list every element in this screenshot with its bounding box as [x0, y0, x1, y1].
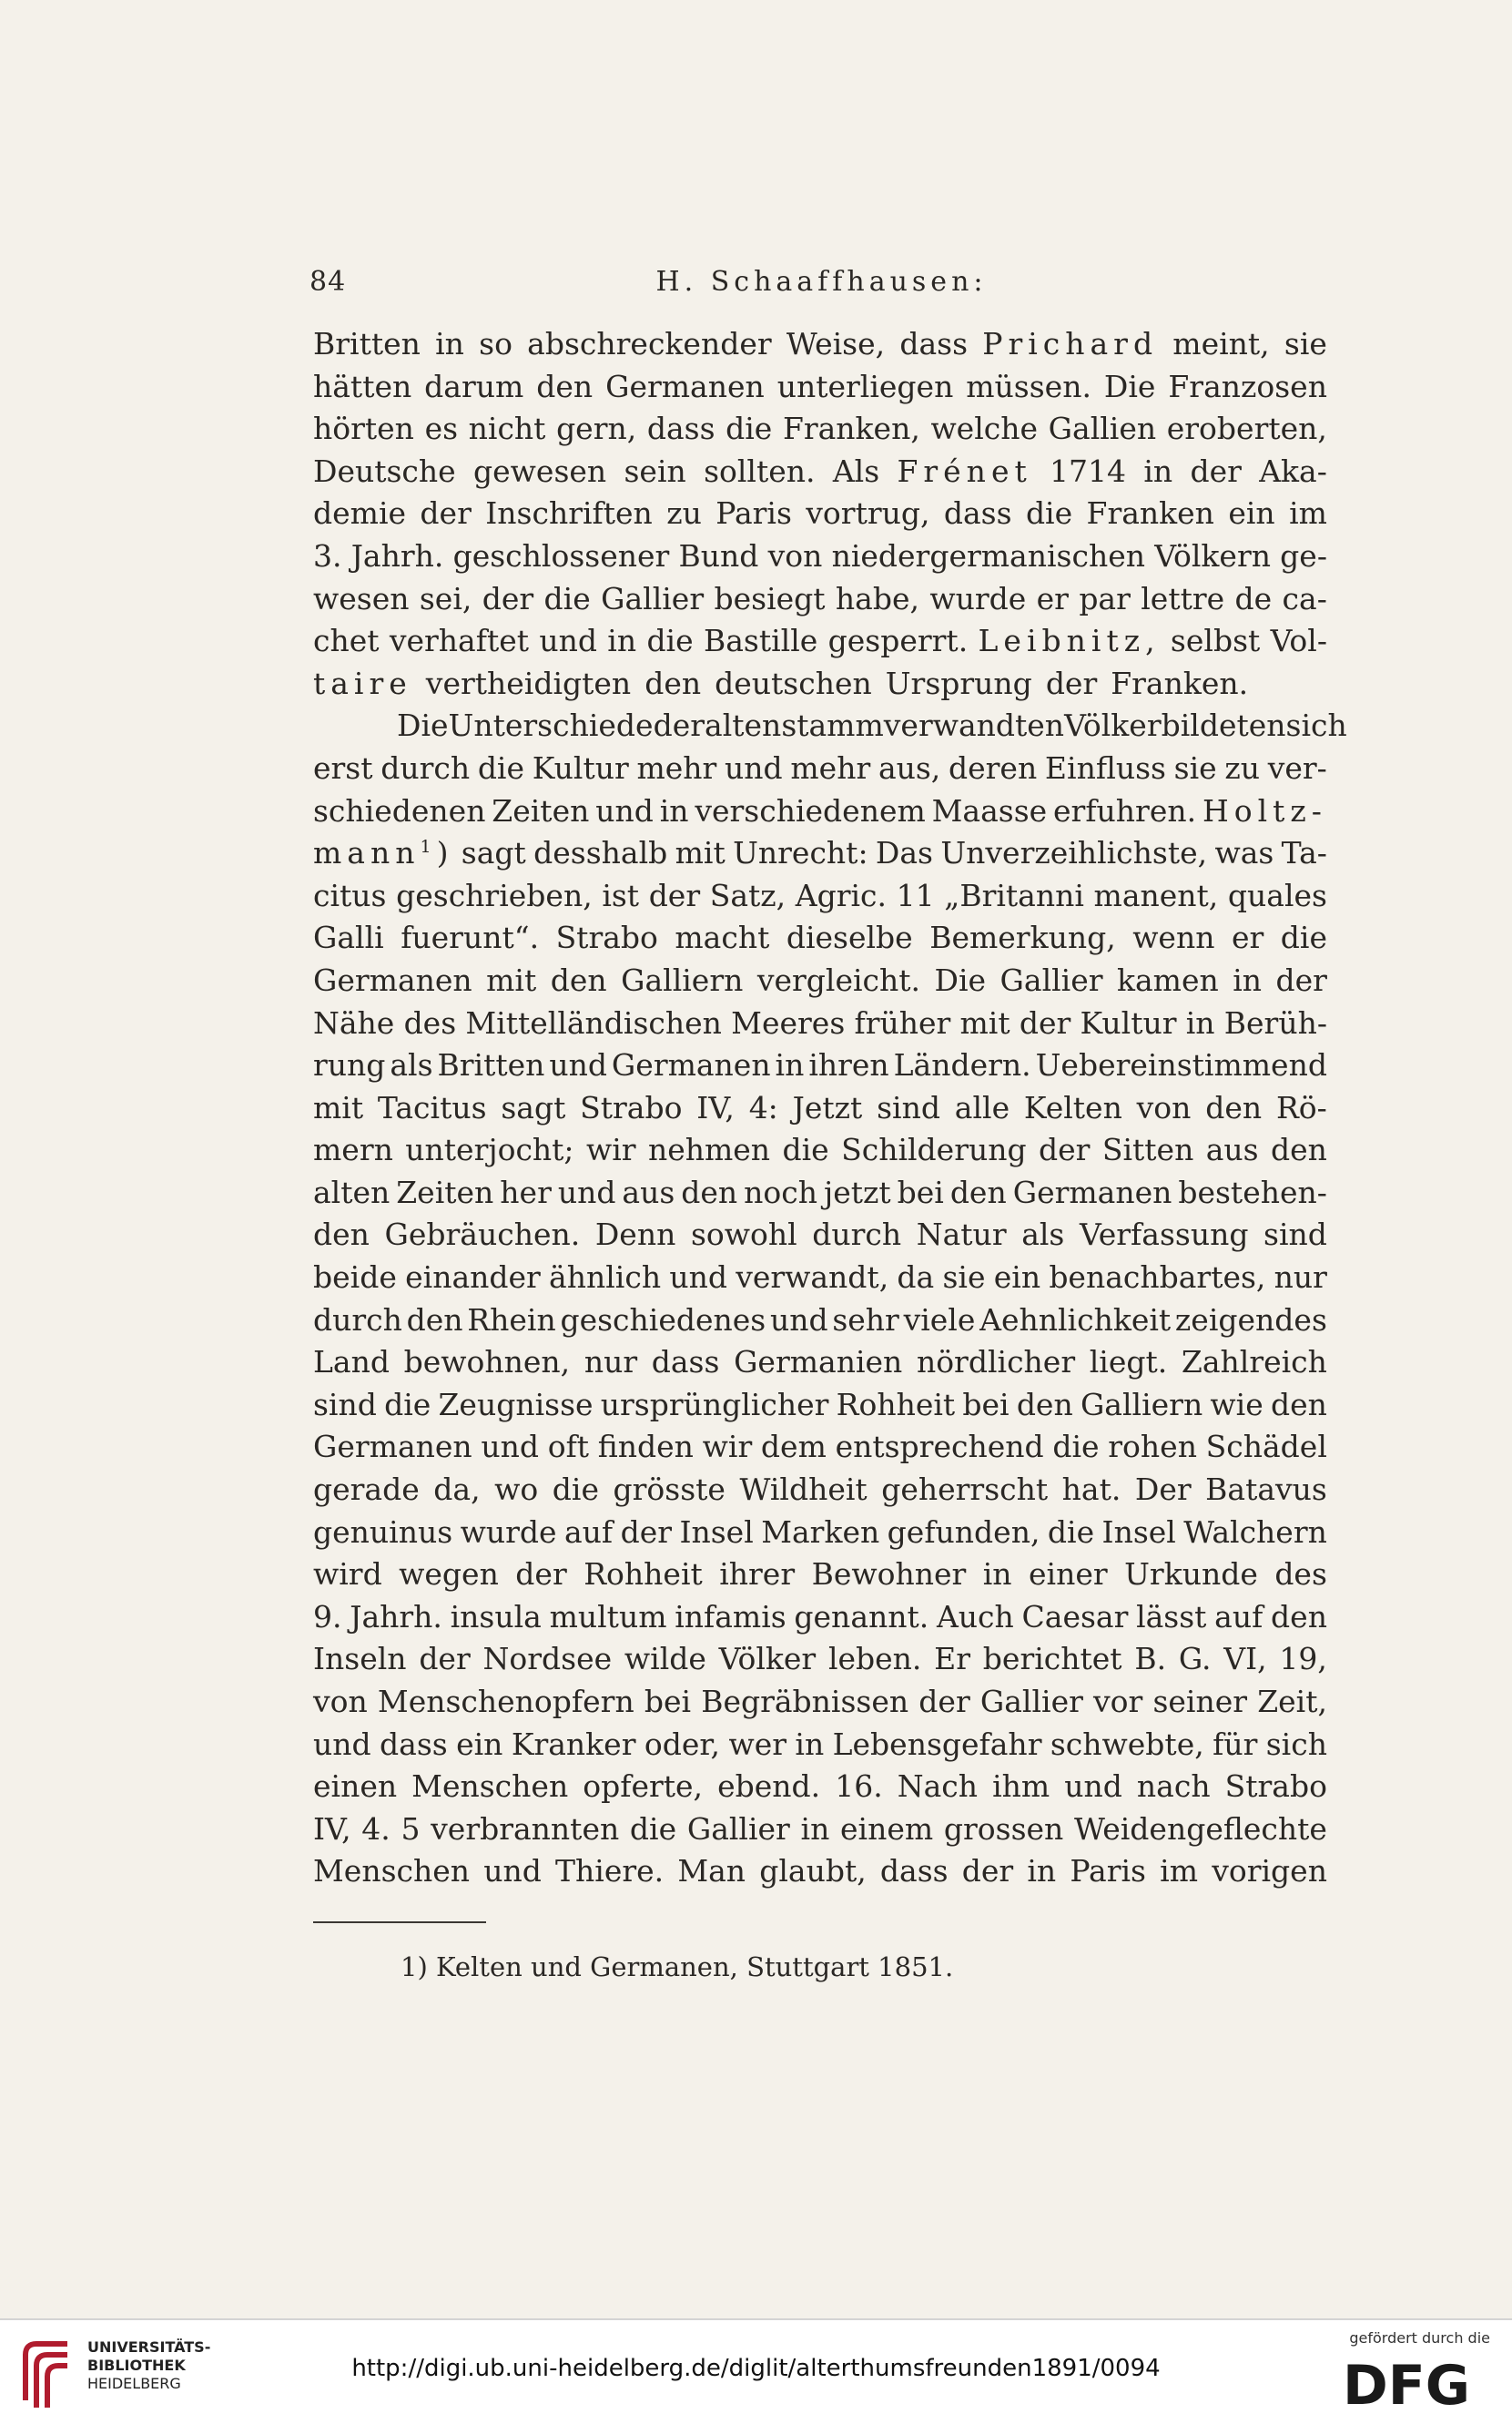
- text-line: citus geschrieben, ist der Satz, Agric. 11 „Britanni manent, quales: [313, 877, 1327, 913]
- text-line: rung als Britten und Germanen in ihren Ländern. Uebereinstimmend: [313, 1047, 1327, 1084]
- dfg-logo-icon: [1343, 2353, 1492, 2411]
- text-line: chet verhaftet und in die Bastille gesperrt. Leibnitz, selbst Vol-: [313, 620, 1327, 663]
- text-line: mern unterjocht; wir nehmen die Schilderung der Sitten aus den: [313, 1132, 1327, 1168]
- text-line: taire vertheidigten den deutschen Ursprung der Franken.: [313, 663, 1327, 706]
- svg-text:DFG: DFG: [1343, 2354, 1471, 2411]
- text-line: schiedenen Zeiten und in verschiedenem Maasse erfuhren. Holtz-: [313, 790, 1327, 833]
- text-line: durch den Rhein geschiedenes und sehr viele Aehnlichkeit zeigendes: [313, 1301, 1327, 1338]
- text-line: Britten in so abschreckender Weise, dass Prichard meint, sie: [313, 323, 1327, 366]
- text-line: 9. Jahrh. insula multum infamis genannt. Auch Caesar lässt auf den: [313, 1598, 1327, 1635]
- text-line: einen Menschen opferte, ebend. 16. Nach ihm und nach Strabo: [313, 1768, 1327, 1805]
- spaced-name: Holtz-: [1202, 792, 1327, 829]
- text-line: alten Zeiten her und aus den noch jetzt bei den Germanen bestehen-: [313, 1174, 1327, 1210]
- page-header: [310, 266, 1334, 302]
- spaced-name: Prichard: [982, 326, 1159, 362]
- footnote-rule: [313, 1921, 486, 1923]
- spaced-name: Frénet: [897, 453, 1032, 489]
- running-head: H. Schaaffhausen:: [655, 266, 988, 298]
- spaced-name: mann$^1$): [313, 835, 454, 871]
- text-line: Germanen und oft finden wir dem entsprechend die rohen Schädel: [313, 1429, 1327, 1465]
- text-line: mann$^1$) sagt desshalb mit Unrecht: Das Unverzeihlichste, was Ta-: [313, 832, 1327, 875]
- text-line: Germanen mit den Galliern vergleicht. Die Gallier kamen in der: [313, 962, 1327, 998]
- text-line: den Gebräuchen. Denn sowohl durch Natur als Verfassung sind: [313, 1217, 1327, 1253]
- text-line: wesen sei, der die Gallier besiegt habe, wurde er par lettre de ca-: [313, 580, 1327, 616]
- permalink-url[interactable]: http://digi.ub.uni-heidelberg.de/diglit/alterthumsfreunden1891/0094: [351, 2355, 1161, 2382]
- footnote: 1) Kelten und Germanen, Stuttgart 1851.: [401, 1951, 954, 1982]
- viewer-footer: [0, 2318, 1512, 2424]
- text-line: Land bewohnen, nur dass Germanien nördlicher liegt. Zahlreich: [313, 1344, 1327, 1380]
- text-line: Die Unterschiede der alten stammverwandten Völker bildeten sich: [397, 708, 1347, 744]
- text-line: gerade da, wo die grösste Wildheit geherrscht hat. Der Batavus: [313, 1472, 1327, 1508]
- text-line: beide einander ähnlich und verwandt, da sie ein benachbartes, nur: [313, 1259, 1327, 1296]
- text-line: Deutsche gewesen sein sollten. Als Frénet 1714 in der Aka-: [313, 451, 1327, 494]
- text-line: von Menschenopfern bei Begräbnissen der Gallier vor seiner Zeit,: [313, 1684, 1327, 1719]
- text-line: hätten darum den Germanen unterliegen müssen. Die Franzosen: [313, 368, 1327, 404]
- footnote-marker: 1: [420, 837, 437, 858]
- text-line: und dass ein Kranker oder, wer in Lebensgefahr schwebte, für sich: [313, 1726, 1327, 1762]
- text-line: Galli fuerunt“. Strabo macht dieselbe Bemerkung, wenn er die: [313, 920, 1327, 956]
- text-line: demie der Inschriften zu Paris vortrug, dass die Franken ein im: [313, 495, 1327, 532]
- text-line: 3. Jahrh. geschlossener Bund von niedergermanischen Völkern ge-: [313, 537, 1327, 574]
- spaced-name: Leibnitz,: [978, 623, 1161, 659]
- text-line: Nähe des Mittelländischen Meeres früher mit der Kultur in Berüh-: [313, 1004, 1327, 1041]
- text-line: wird wegen der Rohheit ihrer Bewohner in einer Urkunde des: [313, 1556, 1327, 1593]
- spaced-name: taire: [313, 665, 412, 701]
- text-line: IV, 4. 5 verbrannten die Gallier in einem grossen Weidengeflechte: [313, 1810, 1327, 1847]
- text-line: sind die Zeugnisse ursprünglicher Rohheit bei den Galliern wie den: [313, 1386, 1327, 1422]
- library-name: UNIVERSITÄTS- BIBLIOTHEK HEIDELBERG: [87, 2338, 211, 2392]
- text-line: Menschen und Thiere. Man glaubt, dass der in Paris im vorigen: [313, 1853, 1327, 1889]
- text-line: hörten es nicht gern, dass die Franken, welche Gallien eroberten,: [313, 411, 1327, 447]
- text-line: genuinus wurde auf der Insel Marken gefunden, die Insel Walchern: [313, 1513, 1327, 1550]
- text-line: mit Tacitus sagt Strabo IV, 4: Jetzt sind alle Kelten von den Rö-: [313, 1089, 1327, 1125]
- funded-by-label: gefördert durch die: [1349, 2329, 1490, 2347]
- text-line: erst durch die Kultur mehr und mehr aus, deren Einfluss sie zu ver-: [313, 749, 1327, 786]
- body-text: [313, 323, 1347, 1893]
- page-number: 84: [310, 266, 347, 298]
- text-line: Inseln der Nordsee wilde Völker leben. Er berichtet B. G. VI, 19,: [313, 1641, 1327, 1677]
